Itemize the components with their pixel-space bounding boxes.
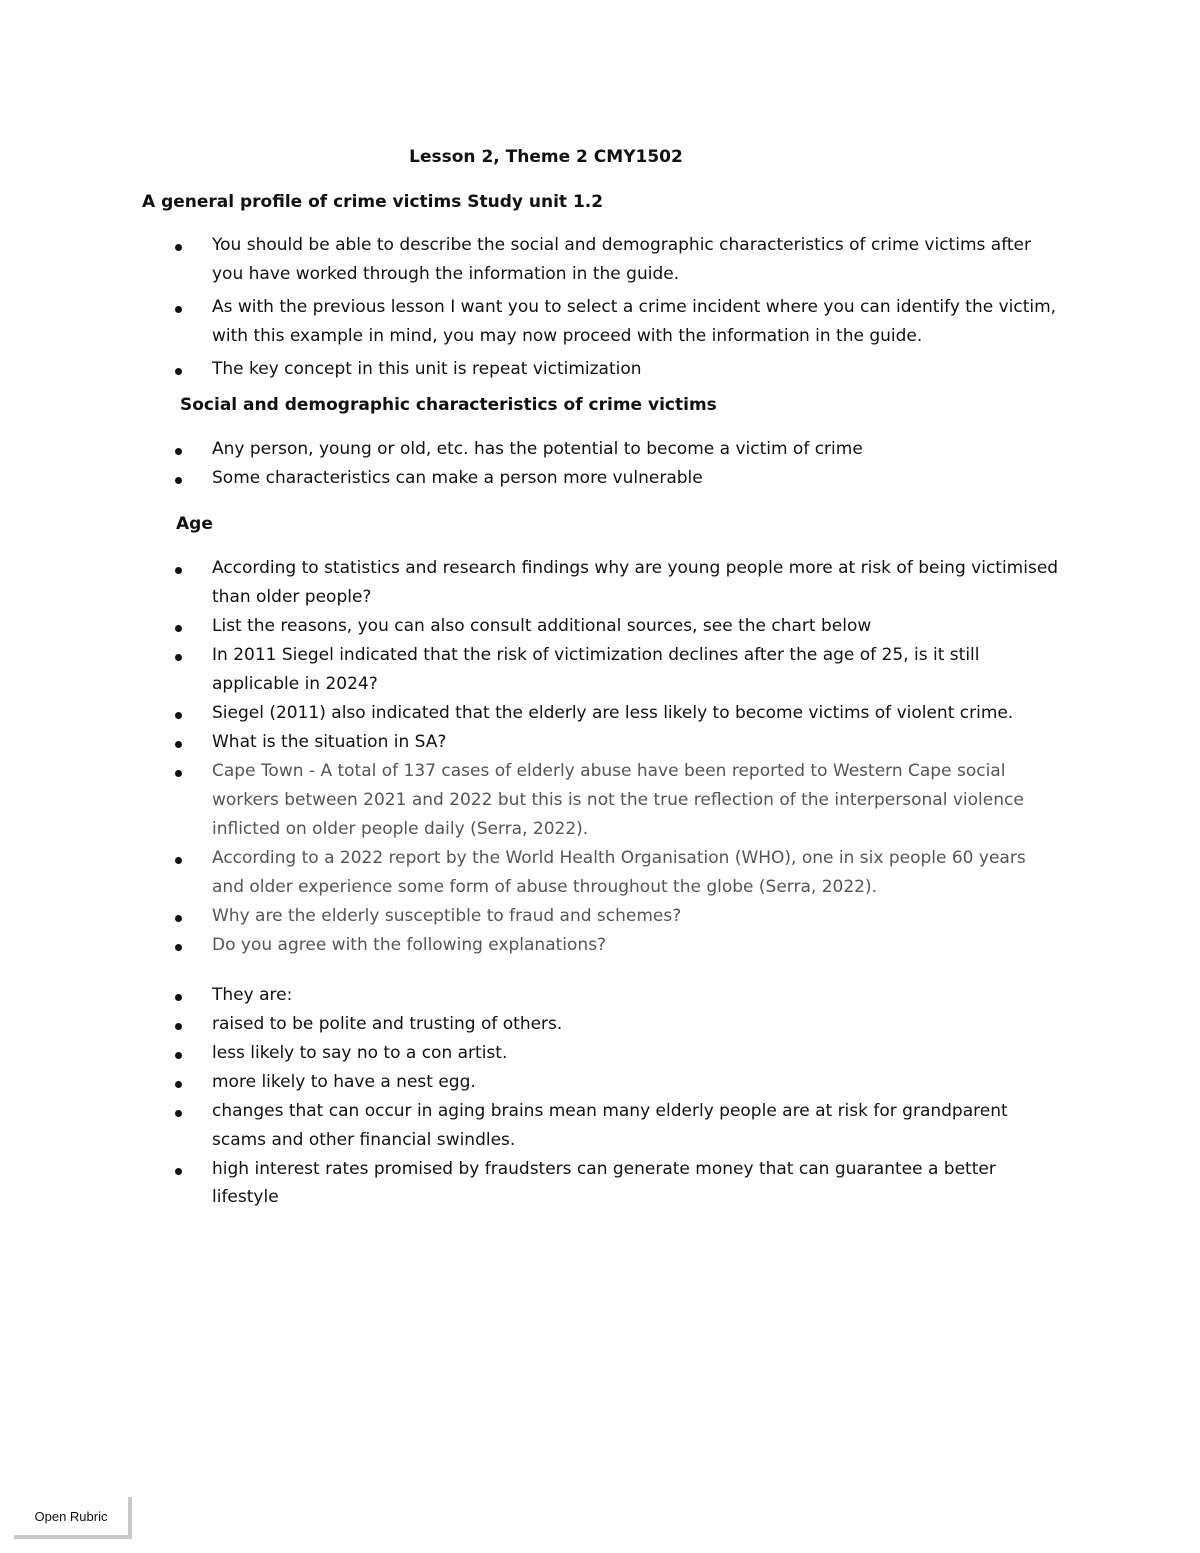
- list-item: The key concept in this unit is repeat victimization: [0, 355, 1200, 384]
- list-item: raised to be polite and trusting of others.: [0, 1010, 1200, 1039]
- bullet-icon: [175, 306, 182, 313]
- list-item: In 2011 Siegel indicated that the risk of victimization declines after the age of 25, is it still applicable in 2024?: [0, 641, 1200, 699]
- list-item: As with the previous lesson I want you to select a crime incident where you can identify the victim, with this example in mind, you may now proceed with the information in the guide.: [0, 293, 1200, 351]
- list-item: less likely to say no to a con artist.: [0, 1039, 1200, 1068]
- page-title: Lesson 2, Theme 2 CMY1502: [409, 147, 683, 167]
- list-item: List the reasons, you can also consult additional sources, see the chart below: [0, 612, 1200, 641]
- bullet-icon: [175, 944, 182, 951]
- list-item: Any person, young or old, etc. has the potential to become a victim of crime: [0, 435, 1200, 464]
- bullet-icon: [175, 857, 182, 864]
- bullet-icon: [175, 915, 182, 922]
- bullet-icon: [175, 625, 182, 632]
- section-heading-age: Age: [176, 514, 213, 534]
- bullet-icon: [175, 567, 182, 574]
- bullet-icon: [175, 477, 182, 484]
- list-item: Siegel (2011) also indicated that the elderly are less likely to become victims of violent crime.: [0, 699, 1200, 728]
- list-item: Do you agree with the following explanations?: [0, 931, 1200, 960]
- list-item: What is the situation in SA?: [0, 728, 1200, 757]
- profile-list: [0, 231, 1200, 388]
- list-item: They are:: [0, 981, 1200, 1010]
- bullet-icon: [175, 741, 182, 748]
- list-item: changes that can occur in aging brains mean many elderly people are at risk for grandparent scams and other financial swindles.: [0, 1097, 1200, 1155]
- explanations-list: [0, 981, 1200, 1211]
- list-item: high interest rates promised by fraudsters can generate money that can guarantee a better lifestyle: [0, 1155, 1200, 1211]
- bullet-icon: [175, 994, 182, 1001]
- bullet-icon: [175, 244, 182, 251]
- list-item: more likely to have a nest egg.: [0, 1068, 1200, 1097]
- list-item: According to statistics and research findings why are young people more at risk of being victimised than older people?: [0, 554, 1200, 612]
- section-heading-characteristics: Social and demographic characteristics of crime victims: [180, 395, 717, 415]
- bullet-icon: [175, 1110, 182, 1117]
- section-heading-profile: A general profile of crime victims Study unit 1.2: [142, 192, 604, 212]
- list-item: You should be able to describe the social and demographic characteristics of crime victims after you have worked through the information in the guide.: [0, 231, 1200, 289]
- list-item: Cape Town - A total of 137 cases of elderly abuse have been reported to Western Cape social workers between 2021 and 2022 but this is not the true reflection of the interpersonal violence inflicted on older people daily (Serra, 2022).: [0, 757, 1200, 844]
- list-item: According to a 2022 report by the World Health Organisation (WHO), one in six people 60 years and older experience some form of abuse throughout the globe (Serra, 2022).: [0, 844, 1200, 902]
- bullet-icon: [175, 770, 182, 777]
- bullet-icon: [175, 1023, 182, 1030]
- list-item: Why are the elderly susceptible to fraud and schemes?: [0, 902, 1200, 931]
- bullet-icon: [175, 712, 182, 719]
- open-rubric-button[interactable]: Open Rubric: [14, 1497, 132, 1539]
- bullet-icon: [175, 448, 182, 455]
- list-item: Some characteristics can make a person more vulnerable: [0, 464, 1200, 493]
- bullet-icon: [175, 654, 182, 661]
- bullet-icon: [175, 368, 182, 375]
- age-list: [0, 554, 1200, 960]
- bullet-icon: [175, 1081, 182, 1088]
- characteristics-list: [0, 435, 1200, 493]
- bullet-icon: [175, 1052, 182, 1059]
- bullet-icon: [175, 1168, 182, 1175]
